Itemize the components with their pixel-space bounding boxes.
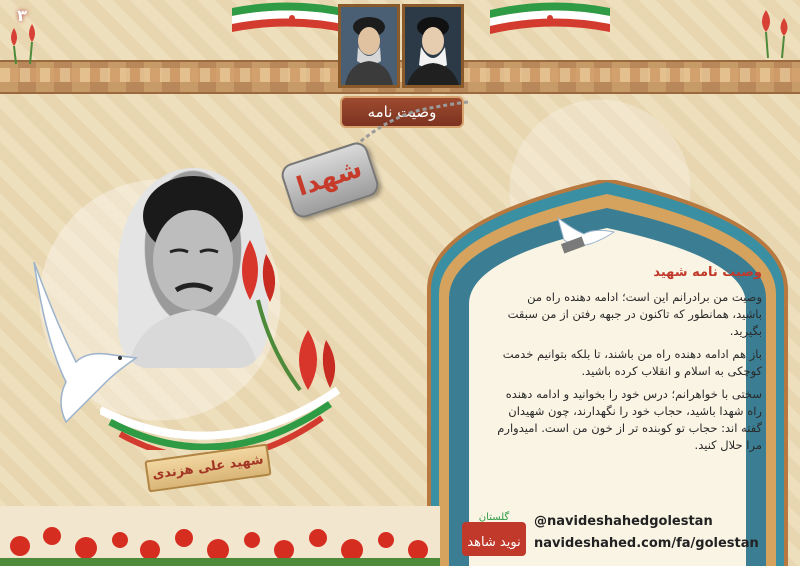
social-footer (458, 508, 800, 566)
iran-flag-left-icon (232, 0, 352, 42)
svg-text:گلستان: گلستان (478, 512, 510, 523)
will-banner: وصیت نامه (340, 96, 464, 128)
small-dove-icon (554, 210, 624, 256)
portrait-right-figure-icon (405, 7, 461, 85)
social-handle[interactable]: @navideshahedgolestan (534, 514, 713, 529)
will-paragraph-2: باز هم ادامه دهنده راه من باشند، تا بلکه بتوانیم خدمت کوچکی به اسلام و انقلاب کرده باشید. (502, 347, 762, 378)
navid-shahed-logo-icon (458, 508, 538, 560)
will-text-block (494, 264, 762, 460)
tulip-left-corner-icon (4, 20, 44, 64)
martyr-name-label: شهید علی هزندی (144, 444, 271, 493)
portrait-right (402, 4, 464, 88)
page-number: ۳ (17, 6, 27, 25)
dogtag: شهدا (279, 139, 382, 220)
top-ornament-inner (0, 68, 800, 82)
will-paragraph-1: وصیت من برادرانم این است؛ ادامه دهنده راه من باشید، همانطور که تاکنون در جبهه رفتن از من سبقت بگیرید. (507, 290, 762, 338)
svg-text:نوید شاهد: نوید شاهد (467, 535, 521, 550)
poppy-field-icon (0, 506, 440, 566)
will-title: وصیت نامه شهید (653, 265, 762, 280)
portrait-left-figure-icon (341, 7, 397, 85)
tulip-right-corner-icon (752, 4, 796, 58)
portrait-left (338, 4, 400, 88)
will-paragraph-3: سختی با خواهرانم؛ درس خود را بخوانید و ادامه دهنده راه شهدا باشید، حجاب خود را نگهدارند، چون شهیدان گفته اند: حجاب تو کوبنده تر از خون من است. امیدوارم مرا حلال کنید. (497, 387, 762, 452)
iran-flag-right-icon (490, 0, 610, 42)
website-url[interactable]: navideshahed.com/fa/golestan (534, 536, 759, 551)
ribbon-swirl-icon (100, 360, 340, 450)
